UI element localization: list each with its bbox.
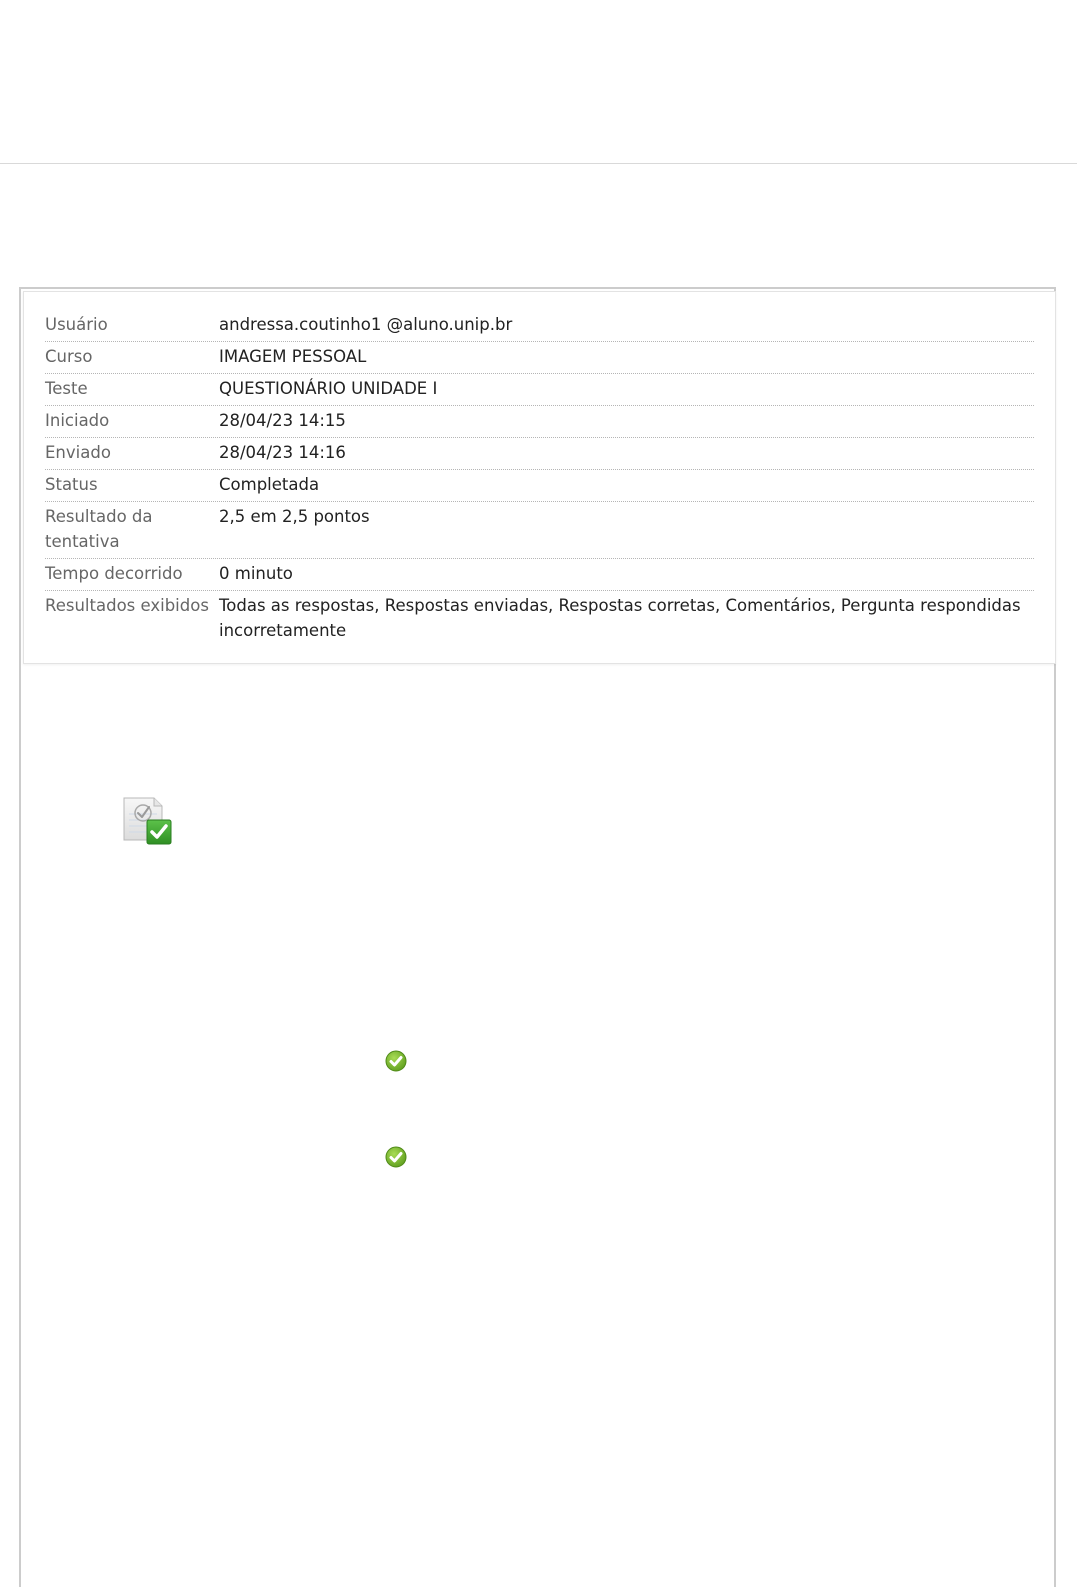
summary-value: 2,5 em 2,5 pontos	[219, 507, 370, 526]
content-frame	[19, 287, 1056, 1587]
test-completed-icon	[121, 794, 173, 846]
summary-row-elapsed-time	[45, 559, 1034, 591]
summary-row-user	[45, 310, 1034, 342]
summary-label: Usuário	[45, 315, 108, 334]
summary-label: Resultados exibidos	[45, 596, 209, 615]
correct-check-icon	[385, 1050, 407, 1072]
correct-check-icon	[385, 1146, 407, 1168]
summary-label: Status	[45, 475, 98, 494]
summary-label: Enviado	[45, 443, 111, 462]
summary-value: 28/04/23 14:16	[219, 443, 346, 462]
summary-label: Teste	[45, 379, 88, 398]
summary-row-attempt-result	[45, 502, 1034, 559]
summary-value: Completada	[219, 475, 320, 494]
summary-label: Iniciado	[45, 411, 110, 430]
summary-value: QUESTIONÁRIO UNIDADE I	[219, 379, 438, 398]
summary-label: Curso	[45, 347, 93, 366]
summary-row-status	[45, 470, 1034, 502]
header-divider	[0, 163, 1077, 164]
summary-row-results-shown	[45, 591, 1034, 647]
summary-value: IMAGEM PESSOAL	[219, 347, 367, 366]
summary-label: Tempo decorrido	[45, 564, 183, 583]
summary-row-started	[45, 406, 1034, 438]
summary-row-course	[45, 342, 1034, 374]
summary-row-submitted	[45, 438, 1034, 470]
summary-row-test	[45, 374, 1034, 406]
summary-value: andressa.coutinho1 @aluno.unip.br	[219, 315, 513, 334]
attempt-summary-panel	[23, 291, 1056, 664]
summary-value: 28/04/23 14:15	[219, 411, 346, 430]
summary-value: Todas as respostas, Respostas enviadas, Respostas corretas, Comentários, Pergunta respondidas incorretamente	[219, 596, 1021, 640]
summary-value: 0 minuto	[219, 564, 293, 583]
summary-label: Resultado da tentativa	[45, 507, 153, 551]
